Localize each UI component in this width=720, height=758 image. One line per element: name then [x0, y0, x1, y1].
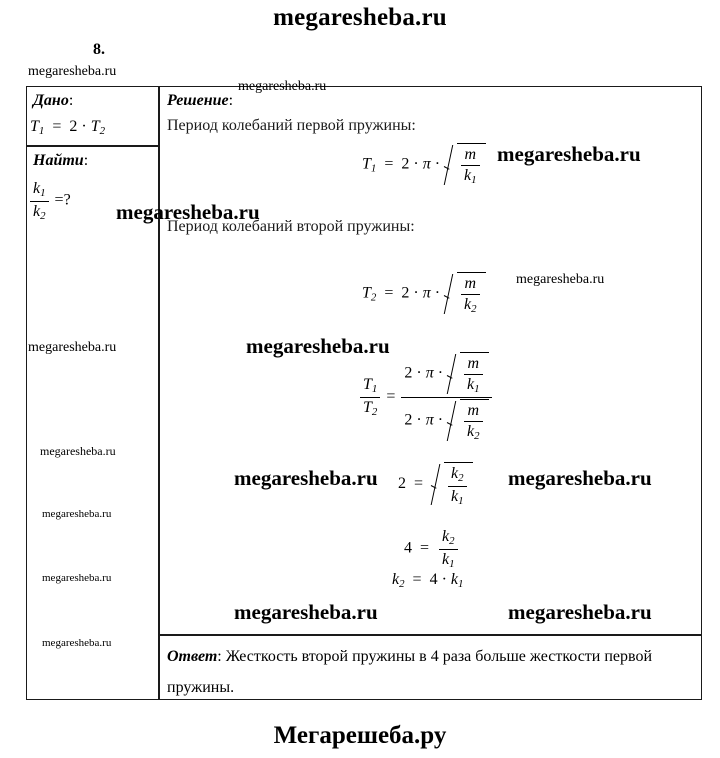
table-row-divider-given-find [26, 145, 158, 147]
given-T1-var: T [30, 118, 39, 135]
f5-num [439, 528, 458, 550]
f2-num-var: m [464, 275, 477, 292]
given-T2-var: T [90, 118, 100, 135]
f5-den-var: k [442, 550, 450, 568]
f1-pi: π [422, 155, 431, 173]
find-label-text: Найти [33, 152, 84, 169]
f2-num [461, 275, 480, 295]
site-banner-top: megaresheba.ru [273, 4, 447, 31]
given-dot: · [81, 118, 87, 135]
f1-fraction [461, 146, 480, 187]
f2-sqrt [444, 272, 486, 316]
f3-top-num-var: m [467, 355, 480, 372]
f3-bot-num-var: m [467, 401, 480, 419]
watermark: megaresheba.ru [28, 64, 117, 79]
watermark: megaresheba.ru [42, 637, 112, 649]
f3-equals: = [386, 388, 396, 406]
f3-top-inner-den [464, 375, 483, 396]
f1-T-sub: 1 [370, 162, 377, 175]
formula-k2-result [392, 571, 463, 590]
watermark: megaresheba.ru [234, 600, 378, 624]
f2-pi: π [422, 284, 431, 302]
f5-den-sub: 1 [449, 557, 455, 570]
f5-den [439, 550, 458, 571]
f3-big-den [401, 398, 491, 443]
find-expression [28, 180, 71, 222]
f3-top-radicand [460, 352, 489, 396]
answer-block [167, 641, 687, 703]
f6-dot: · [441, 571, 447, 588]
f2-T-var: T [362, 284, 371, 302]
f1-den-var: k [464, 167, 472, 185]
watermark: megaresheba.ru [116, 200, 260, 224]
f6-equals: = [412, 571, 422, 588]
watermark: megaresheba.ru [497, 142, 641, 166]
f3-bot-dot1: · [416, 411, 422, 429]
f3-top-den-var: k [467, 376, 475, 394]
given-label-colon: : [68, 92, 74, 109]
table-row-divider-answer [158, 634, 702, 636]
f1-T-var: T [362, 155, 371, 173]
given-equation [30, 118, 105, 137]
f6-k2-sub: 2 [399, 578, 405, 591]
f3-bot-inner-num [464, 402, 483, 422]
solution-label-text: Решение [167, 92, 229, 109]
find-label-colon: : [83, 152, 89, 169]
f6-k1-var: k [450, 571, 459, 588]
f3-bot-sqrt [447, 399, 489, 443]
given-label [33, 92, 73, 110]
solution-line-1: Период колебаний первой пружины: [167, 117, 416, 134]
f3-top-sqrt [447, 352, 489, 396]
f3-lhs-den-var: T [363, 398, 372, 416]
watermark: megaresheba.ru [42, 572, 112, 584]
find-den-sub: 2 [40, 209, 46, 222]
find-label [33, 152, 88, 170]
formula-period-second-spring [362, 272, 486, 316]
f2-den-var: k [464, 296, 472, 314]
f4-den-var: k [451, 487, 459, 505]
f2-den-sub: 2 [471, 303, 477, 316]
f5-fraction [439, 528, 458, 570]
f4-fraction [448, 465, 467, 507]
watermark: megaresheba.ru [508, 600, 652, 624]
f4-den-sub: 1 [458, 494, 464, 507]
f3-bot-inner-den [464, 422, 483, 443]
f2-den [461, 295, 480, 316]
given-label-text: Дано [33, 92, 69, 109]
f4-sqrt [431, 462, 473, 507]
f3-top-two: 2 [404, 364, 413, 382]
f4-num-var: k [451, 465, 459, 482]
f3-lhs-fraction [360, 376, 380, 418]
f3-bot-two: 2 [404, 411, 413, 429]
solution-label-colon: : [228, 92, 234, 109]
find-den-var: k [33, 202, 41, 220]
f6-k2-var: k [392, 571, 400, 588]
f3-top-inner-frac [464, 355, 483, 396]
f1-num [461, 146, 480, 166]
watermark: megaresheba.ru [508, 466, 652, 490]
watermark: megaresheba.ru [238, 79, 327, 94]
f1-dot2: · [434, 155, 441, 173]
f3-top-dot1: · [416, 364, 422, 382]
find-question: =? [54, 191, 71, 209]
formula-period-first-spring [362, 143, 486, 187]
f4-num-sub: 2 [458, 472, 464, 485]
f3-bot-radicand [460, 399, 489, 443]
site-banner-bottom: Мегарешеба.ру [273, 722, 447, 749]
f3-lhs-den-sub: 2 [371, 405, 378, 418]
given-T1-sub: 1 [38, 125, 45, 138]
f3-lhs-num [360, 376, 380, 398]
answer-text: : Жесткость второй пружины в 4 раза больше жесткости первой пружины. [167, 648, 653, 696]
f2-dot1: · [413, 284, 419, 302]
f3-bot-inner-frac [464, 402, 483, 443]
f4-equals: = [414, 475, 424, 493]
f3-lhs-num-var: T [363, 376, 372, 394]
f1-num-var: m [464, 146, 477, 163]
f3-top-inner-num [464, 355, 483, 375]
f1-sqrt [444, 143, 486, 187]
f6-k1-sub: 1 [458, 578, 464, 591]
f5-lhs: 4 [404, 539, 412, 557]
f3-bot-dot2: · [437, 411, 444, 429]
f1-den [461, 166, 480, 187]
f2-radicand [457, 272, 486, 316]
find-fraction-numerator [30, 180, 49, 202]
answer-label: Ответ [167, 648, 218, 665]
f3-big-fraction [401, 352, 491, 443]
f3-top-den-sub: 1 [474, 383, 480, 396]
f2-fraction [461, 275, 480, 316]
watermark: megaresheba.ru [42, 508, 112, 520]
solution-line-2: Период колебаний второй пружины: [167, 218, 415, 235]
watermark: megaresheba.ru [28, 340, 117, 355]
watermark: megaresheba.ru [516, 272, 605, 287]
f5-equals: = [420, 539, 430, 557]
f1-den-sub: 1 [471, 174, 477, 187]
table-column-divider [158, 86, 160, 700]
f4-lhs: 2 [398, 475, 406, 493]
find-num-var: k [33, 180, 41, 197]
f3-bot-pi: π [425, 411, 434, 429]
f4-den [448, 487, 467, 508]
f3-top-dot2: · [437, 364, 444, 382]
f5-num-sub: 2 [449, 535, 455, 548]
f2-equals: = [384, 284, 394, 302]
f2-two: 2 [401, 284, 410, 302]
f3-big-num [401, 352, 491, 398]
find-fraction-denominator [30, 202, 49, 223]
formula-four-equals-ratio [404, 528, 460, 570]
given-coefficient: 2 [69, 118, 78, 135]
f5-num-var: k [442, 528, 450, 545]
f4-num [448, 465, 467, 487]
f4-radicand [444, 462, 473, 507]
find-num-sub: 1 [40, 187, 46, 200]
f1-radicand [457, 143, 486, 187]
watermark: megaresheba.ru [234, 466, 378, 490]
f1-dot1: · [413, 155, 419, 173]
watermark: megaresheba.ru [246, 334, 390, 358]
f3-bot-den-sub: 2 [474, 430, 480, 443]
formula-two-equals-root-ratio [398, 462, 473, 507]
f1-equals: = [384, 155, 394, 173]
formula-period-ratio [358, 352, 494, 443]
task-number: 8. [93, 41, 105, 58]
f2-dot2: · [434, 284, 441, 302]
f1-two: 2 [401, 155, 410, 173]
solution-label [167, 92, 233, 110]
f3-top-pi: π [425, 364, 434, 382]
given-T2-sub: 2 [99, 125, 106, 138]
f3-lhs-num-sub: 1 [371, 383, 378, 396]
find-fraction [30, 180, 49, 222]
f3-lhs-den [360, 398, 380, 419]
f3-bot-den-var: k [467, 423, 475, 441]
f2-T-sub: 2 [370, 291, 377, 304]
f6-coefficient: 4 [429, 571, 438, 588]
given-equals: = [52, 118, 62, 135]
watermark: megaresheba.ru [40, 444, 116, 458]
